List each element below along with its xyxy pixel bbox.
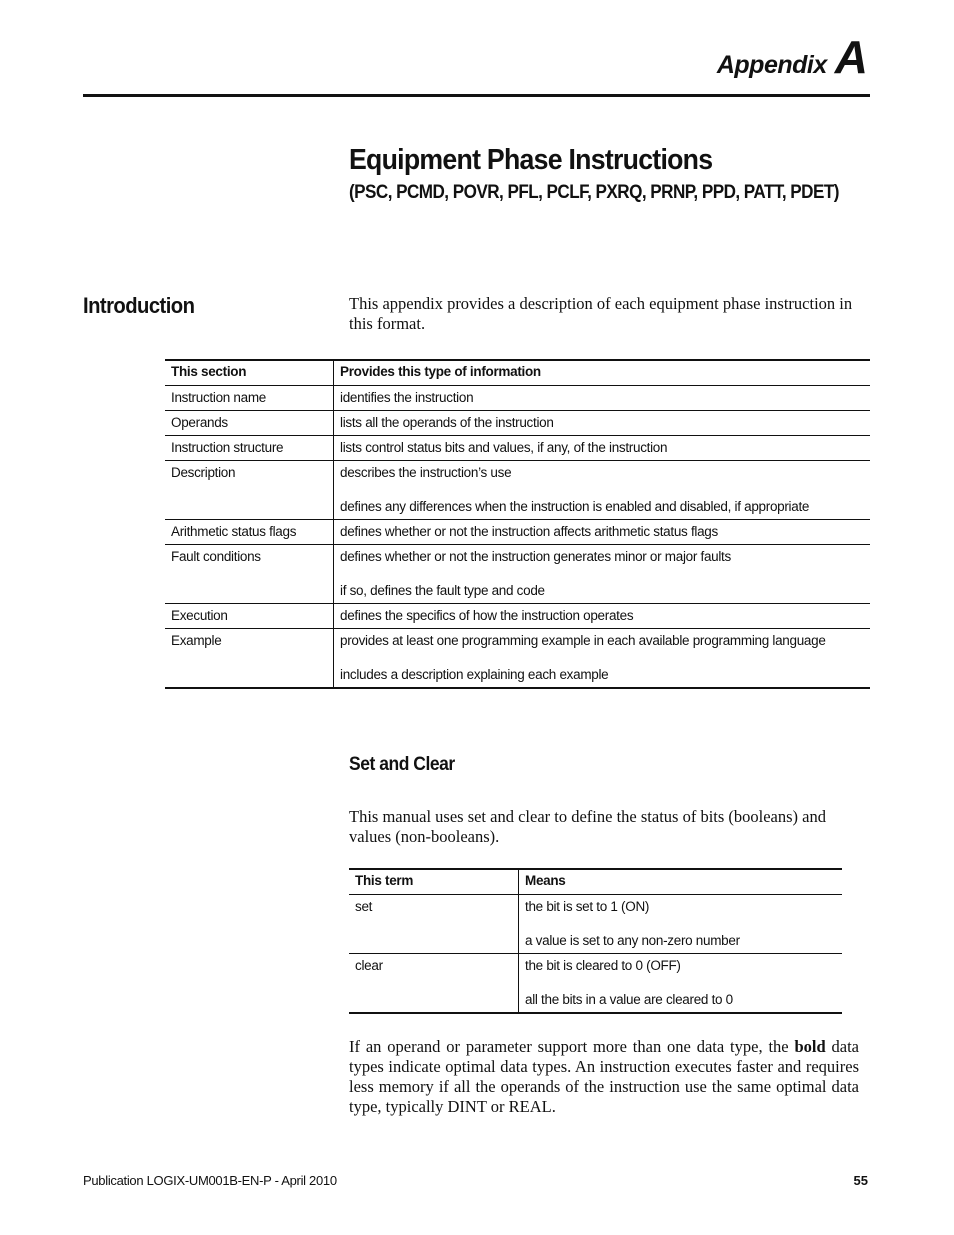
set-and-clear-heading: Set and Clear bbox=[349, 754, 455, 775]
table-cell-description bbox=[334, 604, 871, 629]
cell-text-secondary: defines any differences when the instruction is enabled and disabled, if appropriate bbox=[340, 499, 810, 514]
section-info-row bbox=[165, 545, 870, 604]
term-meaning-table-body bbox=[349, 895, 842, 1014]
table-cell-description bbox=[334, 461, 871, 520]
cell-text: defines whether or not the instruction affects arithmetic status flags bbox=[340, 524, 718, 539]
section-info-table bbox=[165, 359, 870, 689]
section-info-row bbox=[165, 629, 870, 689]
header-rule bbox=[83, 94, 870, 97]
table-cell-description bbox=[519, 895, 843, 954]
term-meaning-row bbox=[349, 895, 842, 954]
table-cell-label: set bbox=[349, 895, 519, 954]
section-info-row bbox=[165, 604, 870, 629]
table-cell-description bbox=[519, 954, 843, 1014]
chapter-title: Equipment Phase Instructions bbox=[349, 144, 713, 176]
cell-text: lists control status bits and values, if any, of the instruction bbox=[340, 440, 668, 455]
cell-text: lists all the operands of the instruction bbox=[340, 415, 554, 430]
appendix-header bbox=[717, 30, 868, 84]
set-and-clear-paragraph: This manual uses set and clear to define the status of bits (booleans) and values (non-booleans). bbox=[349, 807, 826, 846]
term-meaning-row bbox=[349, 954, 842, 1014]
column-header-info: Provides this type of information bbox=[334, 360, 871, 386]
cell-text: defines whether or not the instruction generates minor or major faults bbox=[340, 549, 731, 564]
cell-text-secondary: includes a description explaining each example bbox=[340, 667, 609, 682]
data-type-text-before: If an operand or parameter support more than one data type, the bbox=[349, 1037, 795, 1056]
table-header-row bbox=[165, 360, 870, 386]
cell-text: the bit is cleared to 0 (OFF) bbox=[525, 958, 681, 973]
bold-word: bold bbox=[794, 1037, 826, 1056]
table-cell-description bbox=[334, 436, 871, 461]
table-cell-description bbox=[334, 629, 871, 689]
table-cell-label: Operands bbox=[165, 411, 334, 436]
cell-text-secondary: if so, defines the fault type and code bbox=[340, 583, 545, 598]
section-info-row bbox=[165, 436, 870, 461]
section-info-row bbox=[165, 520, 870, 545]
introduction-heading: Introduction bbox=[83, 293, 195, 318]
cell-text: identifies the instruction bbox=[340, 390, 474, 405]
data-type-paragraph bbox=[349, 1037, 859, 1117]
table-cell-label: Description bbox=[165, 461, 334, 520]
column-header-term: This term bbox=[349, 869, 519, 895]
table-cell-label: Example bbox=[165, 629, 334, 689]
section-info-row bbox=[165, 386, 870, 411]
table-cell-description bbox=[334, 411, 871, 436]
table-cell-label: Instruction name bbox=[165, 386, 334, 411]
term-meaning-table bbox=[349, 868, 842, 1014]
table-cell-label: Instruction structure bbox=[165, 436, 334, 461]
table-cell-label: clear bbox=[349, 954, 519, 1014]
column-header-section: This section bbox=[165, 360, 334, 386]
footer-page-number: 55 bbox=[853, 1173, 868, 1188]
table-cell-label: Execution bbox=[165, 604, 334, 629]
table-cell-description bbox=[334, 520, 871, 545]
appendix-letter: A bbox=[834, 31, 868, 83]
table-cell-description bbox=[334, 386, 871, 411]
cell-text-secondary: a value is set to any non-zero number bbox=[525, 933, 740, 948]
introduction-paragraph: This appendix provides a description of each equipment phase instruction in this format. bbox=[349, 294, 853, 333]
footer-publication: Publication LOGIX-UM001B-EN-P - April 2010 bbox=[83, 1173, 337, 1188]
section-info-table-body bbox=[165, 386, 870, 689]
cell-text: provides at least one programming example in each available programming language bbox=[340, 633, 826, 648]
chapter-subtitle: (PSC, PCMD, POVR, PFL, PCLF, PXRQ, PRNP, PPD, PATT, PDET) bbox=[349, 182, 839, 203]
appendix-word: Appendix bbox=[716, 51, 827, 79]
cell-text: defines the specifics of how the instruction operates bbox=[340, 608, 634, 623]
cell-text: describes the instruction’s use bbox=[340, 465, 512, 480]
section-info-row bbox=[165, 411, 870, 436]
table-cell-description bbox=[334, 545, 871, 604]
section-info-row bbox=[165, 461, 870, 520]
table-header-row bbox=[349, 869, 842, 895]
table-cell-label: Arithmetic status flags bbox=[165, 520, 334, 545]
column-header-means: Means bbox=[519, 869, 843, 895]
table-cell-label: Fault conditions bbox=[165, 545, 334, 604]
cell-text: the bit is set to 1 (ON) bbox=[525, 899, 650, 914]
data-type-text-after: data types indicate optimal data types. An instruction executes faster and requires less memory if all the operands of the instruction use the same optimal data type, typically DINT or REAL. bbox=[349, 1037, 859, 1116]
cell-text-secondary: all the bits in a value are cleared to 0 bbox=[525, 992, 733, 1007]
